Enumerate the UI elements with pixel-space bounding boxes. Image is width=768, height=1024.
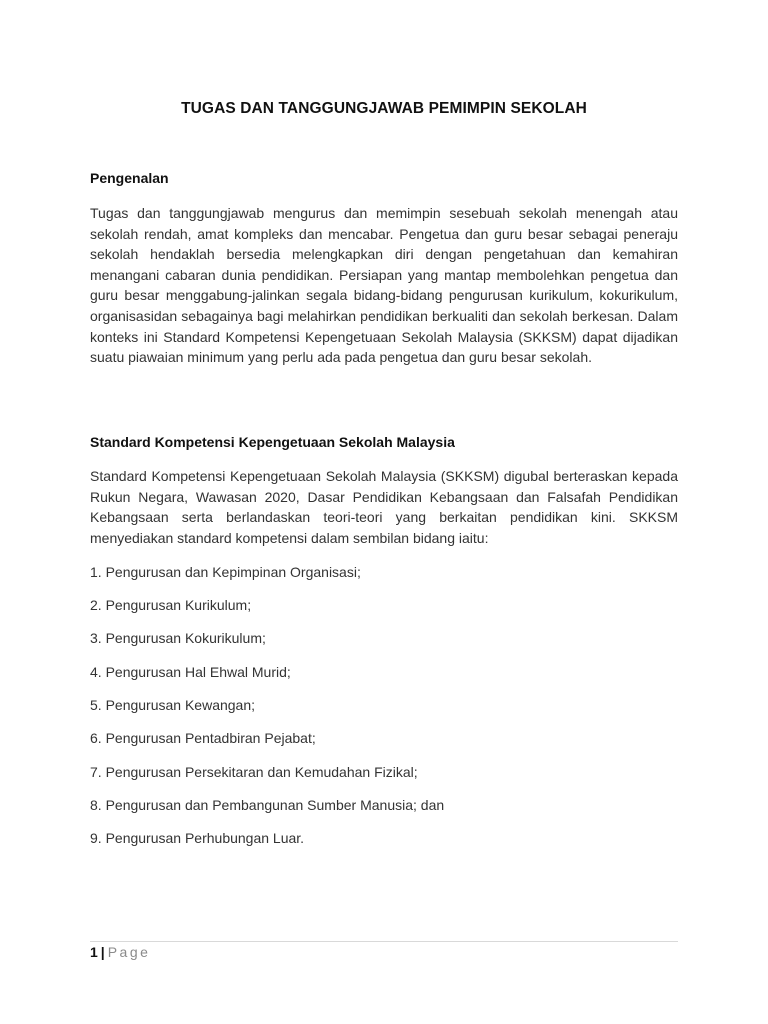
document-page [90,0,678,1024]
list-item: 7. Pengurusan Persekitaran dan Kemudahan Fizikal; [90,764,418,780]
footer-separator: | [100,944,105,960]
skksm-paragraph: Standard Kompetensi Kepengetuaan Sekolah Malaysia (SKKSM) digubal berteraskan kepada Rukun Negara, Wawasan 2020, Dasar Pendidikan Kebangsaan dan Falsafah Pendidikan Kebangsaan serta berlandaskan teori-teori yang berkaitan pendidikan kini. SKKSM menyediakan standard kompetensi dalam sembilan bidang iaitu: [90,468,678,546]
list-item: 6. Pengurusan Pentadbiran Pejabat; [90,730,316,746]
list-item: 1. Pengurusan dan Kepimpinan Organisasi; [90,564,361,580]
list-item: 4. Pengurusan Hal Ehwal Murid; [90,664,291,680]
list-item: 2. Pengurusan Kurikulum; [90,597,252,613]
document-title: TUGAS DAN TANGGUNGJAWAB PEMIMPIN SEKOLAH [181,100,587,117]
list-item: 5. Pengurusan Kewangan; [90,697,256,713]
section-heading-skksm: Standard Kompetensi Kepengetuaan Sekolah Malaysia [90,434,455,450]
page-number: 1 [90,944,98,960]
intro-paragraph: Tugas dan tanggungjawab mengurus dan memimpin sesebuah sekolah menengah atau sekolah rendah, amat kompleks dan mencabar. Pengetua dan guru besar sebagai peneraju sekolah hendaklah bersedia melengkapkan diri dengan pengetahuan dan kemahiran menangani cabaran dunia pendidikan. Persiapan yang mantap membolehkan pengetua dan guru besar menggabung-jalinkan segala bidang-bidang pengurusan kurikulum, kokurikulum, organisasidan sebagainya bagi melahirkan pendidikan berkualiti dan sekolah berkesan. Dalam konteks ini Standard Kompetensi Kepengetuaan Sekolah Malaysia (SKKSM) dapat dijadikan suatu piawaian minimum yang perlu ada pada pengetua dan guru besar sekolah. [90,205,678,366]
section-heading-pengenalan: Pengenalan [90,170,169,186]
page-label: Page [107,944,151,960]
list-item: 8. Pengurusan dan Pembangunan Sumber Manusia; dan [90,797,445,813]
list-item: 9. Pengurusan Perhubungan Luar. [90,830,305,846]
page-footer [90,944,150,960]
footer-divider [90,941,678,942]
list-item: 3. Pengurusan Kokurikulum; [90,630,266,646]
